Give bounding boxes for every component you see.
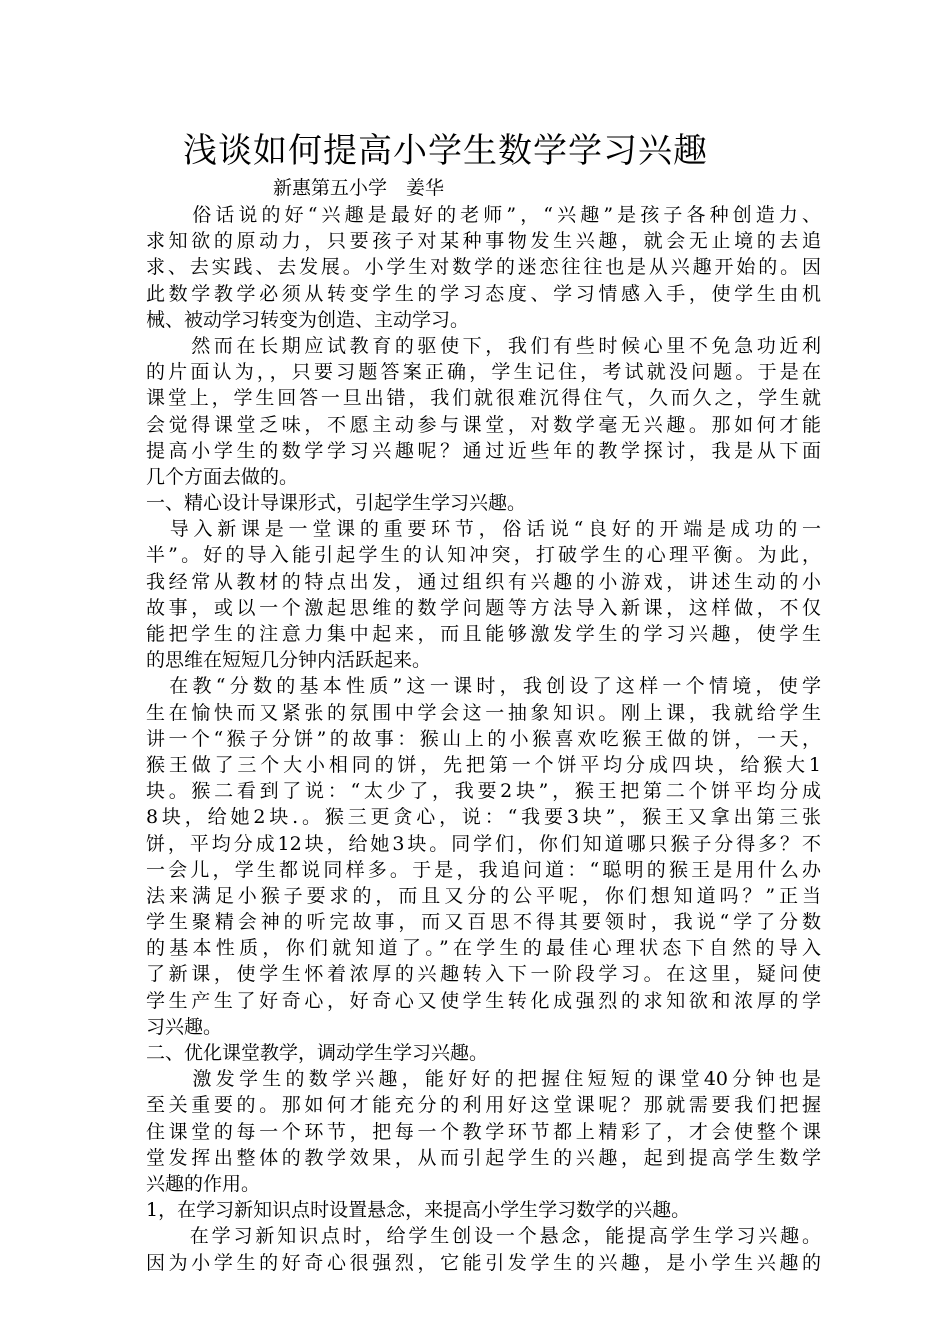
body-line: 然而在长期应试教育的驱使下，我们有些时候心里不免急功近利 (146, 334, 821, 357)
body-line: 一、精心设计导课形式，引起学生学习兴趣。 (146, 492, 527, 515)
body-line: 堂发挥出整体的教学效果，从而引起学生的兴趣，起到提高学生数学 (146, 1146, 821, 1169)
body-line: 猴王做了三个大小相同的饼，先把第一个饼平均分成四块，给猴大1 (146, 753, 821, 776)
body-line: 生在愉快而又紧张的氛围中学会这一抽象知识。刚上课，我就给学生 (146, 701, 821, 724)
body-line: 求知欲的原动力，只要孩子对某种事物发生兴趣，就会无止境的去追 (146, 230, 821, 253)
body-line: 提高小学生的数学学习兴趣呢？通过近些年的教学探讨，我是从下面 (146, 439, 821, 462)
body-line: 住课堂的每一个环节，把每一个教学环节都上精彩了，才会使整个课 (146, 1120, 821, 1143)
body-line: 讲一个“猴子分饼”的故事：猴山上的小猴喜欢吃猴王做的饼，一天， (146, 727, 821, 750)
body-line: 在教“分数的基本性质”这一课时，我创设了这样一个情境，使学 (146, 675, 821, 698)
body-line: 课堂上，学生回答一旦出错，我们就很难沉得住气，久而久之，学生就 (146, 387, 821, 410)
body-line: 法来满足小猴子要求的，而且又分的公平呢，你们想知道吗？”正当 (146, 884, 821, 907)
body-line: 激发学生的数学兴趣，能好好的把握住短短的课堂40分钟也是 (146, 1068, 821, 1091)
body-line: 会觉得课堂乏味，不愿主动参与课堂，对数学毫无兴趣。那如何才能 (146, 413, 821, 436)
body-line: 故事，或以一个激起思维的数学问题等方法导入新课，这样做，不仅 (146, 596, 821, 619)
body-line: 几个方面去做的。 (146, 465, 299, 488)
body-line: 能把学生的注意力集中起来，而且能够激发学生的学习兴趣，使学生 (146, 623, 821, 645)
body-line: 求、去实践、去发展。小学生对数学的迷恋往往也是从兴趣开始的。因 (146, 256, 821, 279)
document-title: 浅谈如何提高小学生数学学习兴趣 (183, 131, 708, 171)
body-line: 的基本性质，你们就知道了。”在学生的最佳心理状态下自然的导入 (146, 937, 821, 960)
body-line: 此数学教学必须从转变学生的学习态度、学习情感入手，使学生由机 (146, 282, 821, 305)
body-line: 学生聚精会神的听完故事，而又百思不得其要领时，我说“学了分数 (146, 911, 821, 934)
body-line: 因为小学生的好奇心很强烈，它能引发学生的兴趣，是小学生兴趣的 (146, 1251, 821, 1274)
body-line: 了新课，使学生怀着浓厚的兴趣转入下一阶段学习。在这里，疑问使 (146, 963, 821, 986)
body-line: 我经常从教材的特点出发，通过组织有兴趣的小游戏，讲述生动的小 (146, 570, 821, 593)
document-author: 新惠第五小学 姜华 (273, 177, 445, 199)
body-line: 学生产生了好奇心，好奇心又使学生转化成强烈的求知欲和浓厚的学 (146, 989, 821, 1012)
body-line: 的片面认为，，只要习题答案正确，学生记住，考试就没问题。于是在 (146, 361, 821, 384)
body-line: 1，在学习新知识点时设置悬念，来提高小学生学习数学的兴趣。 (146, 1199, 691, 1222)
document-body (146, 202, 821, 1276)
body-line: 二、优化课堂教学，调动学生学习兴趣。 (146, 1042, 489, 1064)
body-line: 饼，平均分成12块，给她3块。同学们，你们知道哪只猴子分得多？不 (146, 832, 821, 855)
body-line: 半”。好的导入能引起学生的认知冲突，打破学生的心理平衡。为此， (146, 544, 821, 567)
body-line: 习兴趣。 (146, 1015, 223, 1038)
body-line: 一会儿，学生都说同样多。于是，我追问道：“聪明的猴王是用什么办 (146, 858, 821, 881)
body-line: 兴趣的作用。 (146, 1172, 261, 1195)
body-line: 8块，给她2块.。猴三更贪心，说：“我要3块”，猴王又拿出第三张 (146, 806, 821, 829)
body-line: 块。猴二看到了说：“太少了，我要2块”，猴王把第二个饼平均分成 (146, 780, 821, 803)
body-line: 导入新课是一堂课的重要环节，俗话说“良好的开端是成功的一 (146, 518, 821, 541)
body-line: 的思维在短短几分钟内活跃起来。 (146, 649, 432, 672)
body-line: 至关重要的。那如何才能充分的利用好这堂课呢？那就需要我们把握 (146, 1094, 821, 1117)
body-line: 械、被动学习转变为创造、主动学习。 (146, 308, 470, 331)
body-line: 俗话说的好“兴趣是最好的老师”，“兴趣”是孩子各种创造力、 (146, 204, 821, 226)
body-line: 在学习新知识点时，给学生创设一个悬念，能提高学生学习兴趣。 (146, 1225, 821, 1248)
